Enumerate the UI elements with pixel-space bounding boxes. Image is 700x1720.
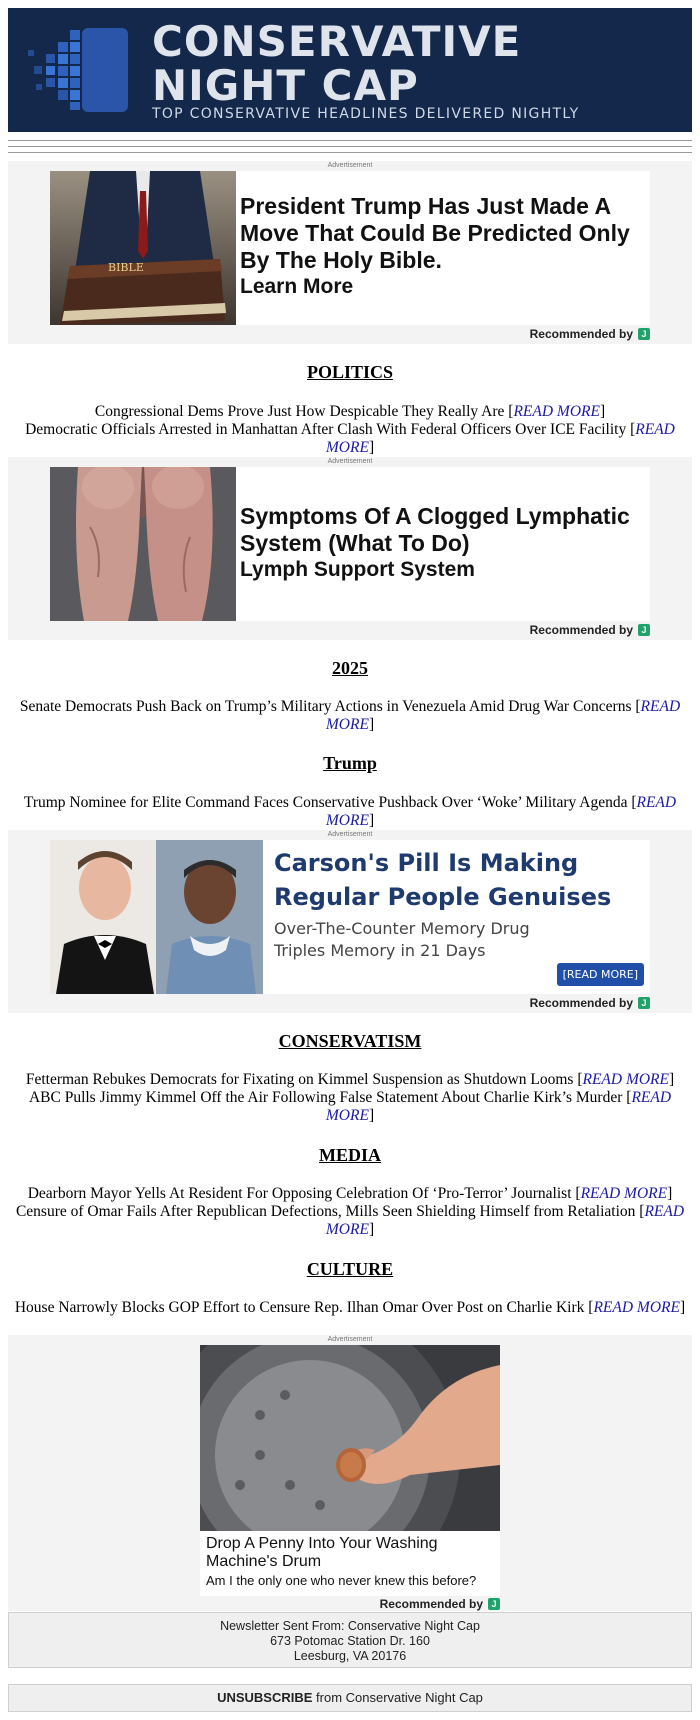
ad-block (8, 830, 692, 1013)
footer-address-box (8, 1612, 692, 1668)
ad-card[interactable] (50, 840, 650, 994)
read-more-link[interactable]: READ MORE (325, 1089, 672, 1124)
ad-card[interactable] (50, 467, 650, 621)
ad-subline[interactable]: Am I the only one who never knew this before? (206, 1573, 477, 1588)
unsubscribe-bar[interactable] (8, 1684, 692, 1712)
penny-washing-machine-image[interactable] (200, 1345, 500, 1531)
article-headline[interactable]: Censure of Omar Fails After Republican Defections, Mills Seen Shielding Himself from Retaliation [READ MORE] (15, 1203, 685, 1238)
article-title[interactable]: House Narrowly Blocks GOP Effort to Censure Rep. Ilhan Omar Over Post on Charlie Kirk (14, 1299, 585, 1316)
unsubscribe-label[interactable]: UNSUBSCRIBE (217, 1690, 313, 1705)
ad-block (8, 161, 692, 344)
legs-image[interactable] (50, 467, 236, 621)
ad-block (8, 1335, 692, 1611)
pixel-logo-icon (24, 20, 134, 120)
section-title-2025: 2025 (332, 658, 368, 678)
article-headline[interactable]: Democratic Officials Arrested in Manhattan After Clash With Federal Officers Over ICE Facility [READ MORE] (25, 421, 675, 456)
ad-card[interactable] (200, 1345, 500, 1596)
ad-block (8, 457, 692, 640)
read-more-link[interactable]: READ MORE (582, 1071, 669, 1088)
read-more-link[interactable]: READ MORE (325, 421, 675, 456)
recommended-by-label: Recommended by (529, 327, 633, 341)
recommended-by[interactable] (530, 623, 650, 637)
ad-headline[interactable]: Symptoms Of A Clogged Lymphatic System (What To Do) (240, 503, 630, 556)
footer-address-line1: 673 Potomac Station Dr. 160 (270, 1634, 430, 1648)
article-title[interactable]: Congressional Dems Prove Just How Despicable They Really Are (94, 403, 505, 420)
recommendation-provider-icon: J (638, 997, 650, 1009)
article-title[interactable]: Censure of Omar Fails After Republican Defections, Mills Seen Shielding Himself from Retaliation (15, 1203, 636, 1220)
section-title-media: MEDIA (319, 1145, 381, 1165)
newsletter-title: CONSERVATIVE NIGHT CAP (152, 17, 522, 110)
article-title[interactable]: Trump Nominee for Elite Command Faces Conservative Pushback Over ‘Woke’ Military Agenda (23, 794, 628, 811)
unsubscribe-suffix: from Conservative Night Cap (312, 1690, 483, 1705)
article-title[interactable]: Fetterman Rebukes Democrats for Fixating on Kimmel Suspension as Shutdown Looms (25, 1071, 574, 1088)
section-title-conservatism: CONSERVATISM (278, 1031, 422, 1051)
read-more-link[interactable]: READ MORE (325, 794, 677, 829)
svg-text:BIBLE: BIBLE (108, 261, 144, 274)
section-title-trump: Trump (323, 753, 377, 773)
article-headline[interactable]: Dearborn Mayor Yells At Resident For Opposing Celebration Of ‘Pro-Terror’ Journalist [READ MORE] (27, 1185, 673, 1202)
newsletter-header-banner[interactable] (8, 8, 692, 132)
divider (8, 146, 692, 147)
ad-read-more-button[interactable]: [READ MORE] (557, 963, 644, 986)
article-headline[interactable]: Trump Nominee for Elite Command Faces Conservative Pushback Over ‘Woke’ Military Agenda [READ MORE] (23, 794, 677, 829)
article-headline[interactable]: Senate Democrats Push Back on Trump’s Military Actions in Venezuela Amid Drug War Concerns [READ MORE] (19, 698, 681, 733)
recommendation-provider-icon: J (638, 328, 650, 340)
read-more-link[interactable]: READ MORE (513, 403, 600, 420)
article-title[interactable]: Dearborn Mayor Yells At Resident For Opposing Celebration Of ‘Pro-Terror’ Journalist (27, 1185, 572, 1202)
recommended-by-label: Recommended by (529, 623, 633, 637)
article-headline[interactable]: Fetterman Rebukes Democrats for Fixating on Kimmel Suspension as Shutdown Looms [READ MORE] (25, 1071, 675, 1088)
divider (8, 152, 692, 153)
recommended-by[interactable] (530, 327, 650, 341)
recommended-by[interactable] (530, 996, 650, 1010)
article-title[interactable]: Democratic Officials Arrested in Manhattan After Clash With Federal Officers Over ICE Facility (25, 421, 627, 438)
recommendation-provider-icon: J (488, 1598, 500, 1610)
unsubscribe-link[interactable] (217, 1690, 483, 1705)
article-headline[interactable]: ABC Pulls Jimmy Kimmel Off the Air Following False Statement About Charlie Kirk’s Murder [READ MORE] (28, 1089, 672, 1124)
ad-subline[interactable]: Over-The-Counter Memory Drug Triples Memory in 21 Days (274, 919, 530, 960)
recommendation-provider-icon: J (638, 624, 650, 636)
section-title-culture: CULTURE (306, 1259, 394, 1279)
newsletter-tagline: TOP CONSERVATIVE HEADLINES DELIVERED NIGHTLY (152, 106, 580, 122)
ad-subline[interactable]: Lymph Support System (240, 558, 475, 581)
recommended-by-label: Recommended by (529, 996, 633, 1010)
two-men-portrait-image[interactable] (50, 840, 263, 994)
divider (8, 140, 692, 141)
ad-headline[interactable]: Drop A Penny Into Your Washing Machine's Drum (206, 1535, 438, 1570)
article-title[interactable]: Senate Democrats Push Back on Trump’s Military Actions in Venezuela Amid Drug War Concerns (19, 698, 632, 715)
ad-headline[interactable]: President Trump Has Just Made A Move That Could Be Predicted Only By The Holy Bible. (240, 193, 630, 273)
ad-label: Advertisement (327, 458, 373, 465)
ad-label: Advertisement (327, 1336, 373, 1343)
section-title-politics: POLITICS (306, 362, 394, 382)
read-more-link[interactable]: READ MORE (593, 1299, 680, 1316)
ad-card[interactable] (50, 171, 650, 325)
footer-address-line2: Leesburg, VA 20176 (293, 1649, 407, 1663)
recommended-by-label: Recommended by (379, 1597, 483, 1611)
article-title[interactable]: ABC Pulls Jimmy Kimmel Off the Air Following False Statement About Charlie Kirk’s Murder (28, 1089, 623, 1106)
ad-subline[interactable]: Learn More (240, 275, 354, 298)
read-more-link[interactable]: READ MORE (580, 1185, 668, 1202)
article-headline[interactable]: Congressional Dems Prove Just How Despicable They Really Are [READ MORE] (94, 403, 606, 420)
footer-sent-from: Newsletter Sent From: Conservative Night Cap (220, 1619, 480, 1633)
ad-label: Advertisement (327, 162, 373, 169)
bible-book-image[interactable] (50, 171, 236, 325)
article-headline[interactable]: House Narrowly Blocks GOP Effort to Censure Rep. Ilhan Omar Over Post on Charlie Kirk [READ MORE] (14, 1299, 686, 1316)
ad-headline[interactable]: Carson's Pill Is Making Regular People Genuises (274, 849, 612, 911)
read-more-link[interactable]: READ MORE (325, 1203, 685, 1238)
ad-label: Advertisement (327, 831, 373, 838)
read-more-link[interactable]: READ MORE (325, 698, 681, 733)
recommended-by[interactable] (380, 1597, 500, 1611)
